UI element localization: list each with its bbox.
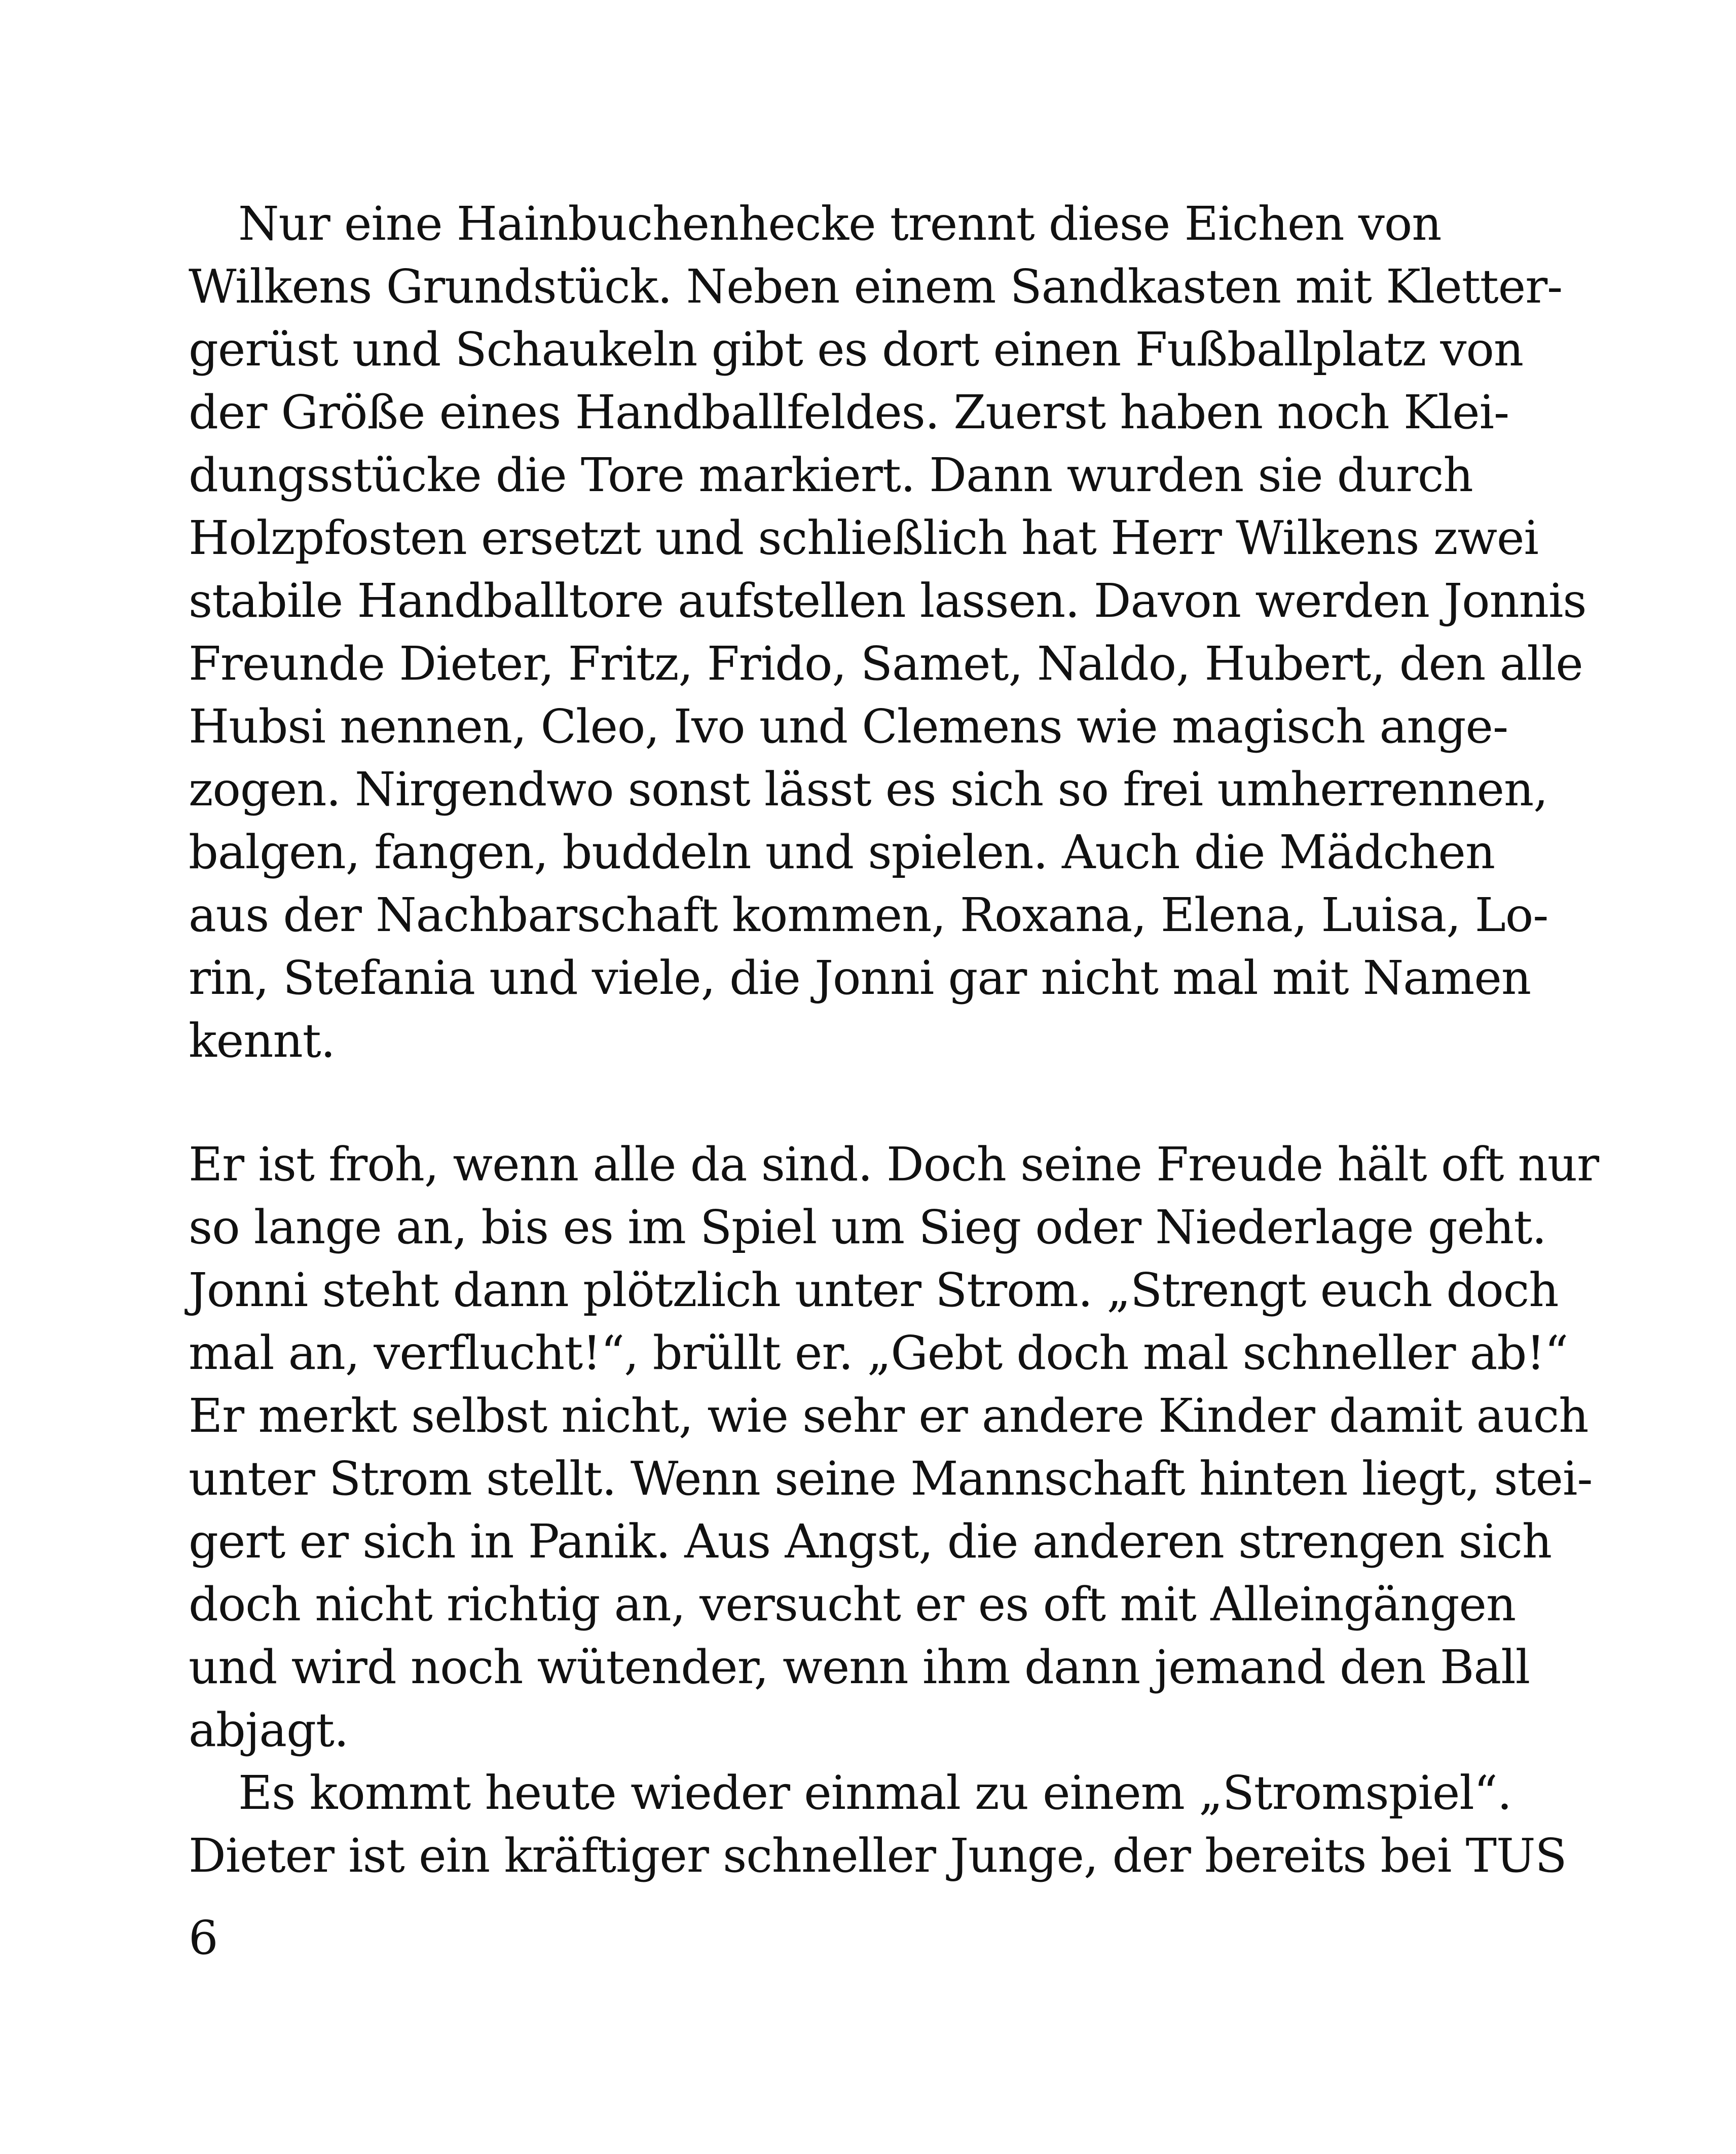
text-line: der Größe eines Handballfeldes. Zuerst haben noch Klei-: [189, 385, 1509, 439]
paragraph-1: [189, 193, 1586, 1072]
text-line: Wilkens Grundstück. Neben einem Sandkasten mit Kletter-: [189, 259, 1563, 314]
text-line: Jonni steht dann plötzlich unter Strom. „Strengt euch doch: [189, 1263, 1559, 1317]
text-line: kennt.: [189, 1014, 335, 1068]
text-line: Dieter ist ein kräftiger schneller Junge, der bereits bei TUS: [189, 1829, 1567, 1883]
text-line: Holzpfosten ersetzt und schließlich hat Herr Wilkens zwei: [189, 511, 1538, 565]
body-text: [189, 193, 1599, 1887]
page-number: 6: [189, 1911, 218, 1965]
text-line: Er merkt selbst nicht, wie sehr er andere Kinder damit auch: [189, 1389, 1589, 1443]
text-line: so lange an, bis es im Spiel um Sieg oder Niederlage geht.: [189, 1200, 1546, 1254]
paragraph-3: [189, 1762, 1567, 1887]
text-line: Freunde Dieter, Fritz, Frido, Samet, Naldo, Hubert, den alle: [189, 637, 1583, 691]
text-line: und wird noch wütender, wenn ihm dann jemand den Ball: [189, 1640, 1530, 1694]
text-line: zogen. Nirgendwo sonst lässt es sich so frei umherrennen,: [189, 762, 1548, 816]
paragraph-gap: [189, 1072, 1486, 1133]
text-line: Hubsi nennen, Cleo, Ivo und Clemens wie magisch ange-: [189, 699, 1508, 754]
text-line: dungsstücke die Tore markiert. Dann wurden sie durch: [189, 448, 1473, 502]
text-line: balgen, fangen, buddeln und spielen. Auch die Mädchen: [189, 825, 1495, 879]
text-line: stabile Handballtore aufstellen lassen. Davon werden Jonnis: [189, 574, 1586, 628]
paragraph-2: [189, 1133, 1599, 1762]
text-line: Er ist froh, wenn alle da sind. Doch seine Freude hält oft nur: [189, 1137, 1599, 1192]
text-line: mal an, verflucht!“, brüllt er. „Gebt doch mal schneller ab!“: [189, 1326, 1568, 1380]
text-line: Es kommt heute wieder einmal zu einem „Stromspiel“.: [238, 1766, 1512, 1820]
text-line: doch nicht richtig an, versucht er es oft mit Alleingängen: [189, 1577, 1516, 1631]
text-line: abjagt.: [189, 1703, 349, 1757]
text-line: aus der Nachbarschaft kommen, Roxana, Elena, Luisa, Lo-: [189, 888, 1548, 942]
text-line: gert er sich in Panik. Aus Angst, die anderen strengen sich: [189, 1514, 1552, 1569]
text-line: rin, Stefania und viele, die Jonni gar nicht mal mit Namen: [189, 951, 1531, 1005]
text-line: gerüst und Schaukeln gibt es dort einen Fußballplatz von: [189, 322, 1524, 377]
text-line: unter Strom stellt. Wenn seine Mannschaft hinten liegt, stei-: [189, 1452, 1593, 1506]
text-line: Nur eine Hainbuchenhecke trennt diese Eichen von: [238, 197, 1442, 251]
